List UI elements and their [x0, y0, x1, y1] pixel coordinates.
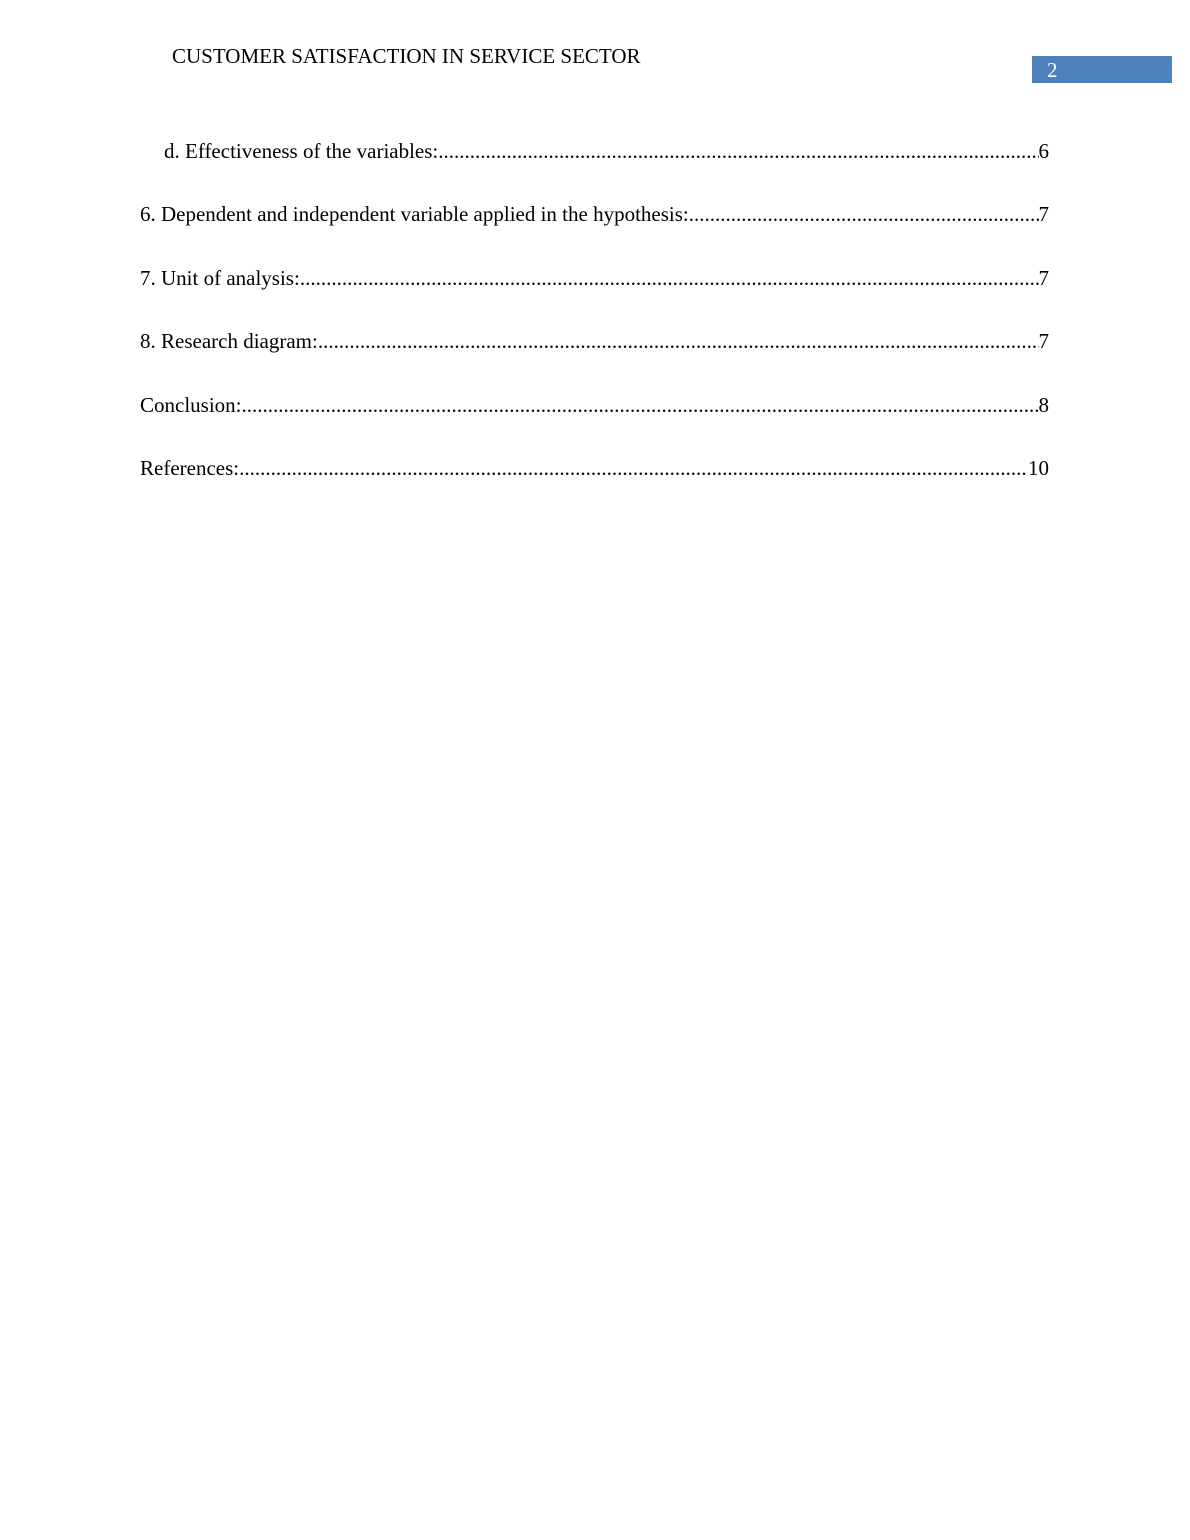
dot-leader [689, 202, 1039, 227]
toc-entry[interactable] [140, 456, 1049, 519]
toc-label: Conclusion: [140, 392, 242, 417]
toc-page: 7 [1038, 202, 1049, 227]
toc-page: 7 [1038, 329, 1049, 354]
toc-label: 6. Dependent and independent variable applied in the hypothesis: [140, 202, 689, 227]
toc-label: d. Effectiveness of the variables: [164, 139, 439, 163]
table-of-contents [140, 139, 1049, 519]
toc-page: 10 [1028, 455, 1049, 480]
toc-page: 7 [1038, 265, 1049, 290]
dot-leader [239, 456, 1028, 481]
toc-page: 6 [1038, 139, 1049, 163]
toc-page: 8 [1038, 392, 1049, 417]
toc-entry[interactable] [140, 329, 1049, 392]
dot-leader [242, 393, 1039, 418]
page-number: 2 [1047, 58, 1058, 82]
toc-label: 8. Research diagram: [140, 329, 318, 354]
toc-entry[interactable] [140, 266, 1049, 329]
page-number-box [1032, 56, 1172, 83]
running-header: CUSTOMER SATISFACTION IN SERVICE SECTOR [172, 44, 641, 68]
dot-leader [438, 139, 1038, 164]
toc-label: 7. Unit of analysis: [140, 265, 300, 290]
toc-entry[interactable] [140, 139, 1049, 202]
dot-leader [318, 329, 1039, 354]
toc-entry[interactable] [140, 393, 1049, 456]
dot-leader [300, 266, 1039, 291]
toc-entry[interactable] [140, 202, 1049, 265]
toc-label: References: [140, 455, 240, 480]
